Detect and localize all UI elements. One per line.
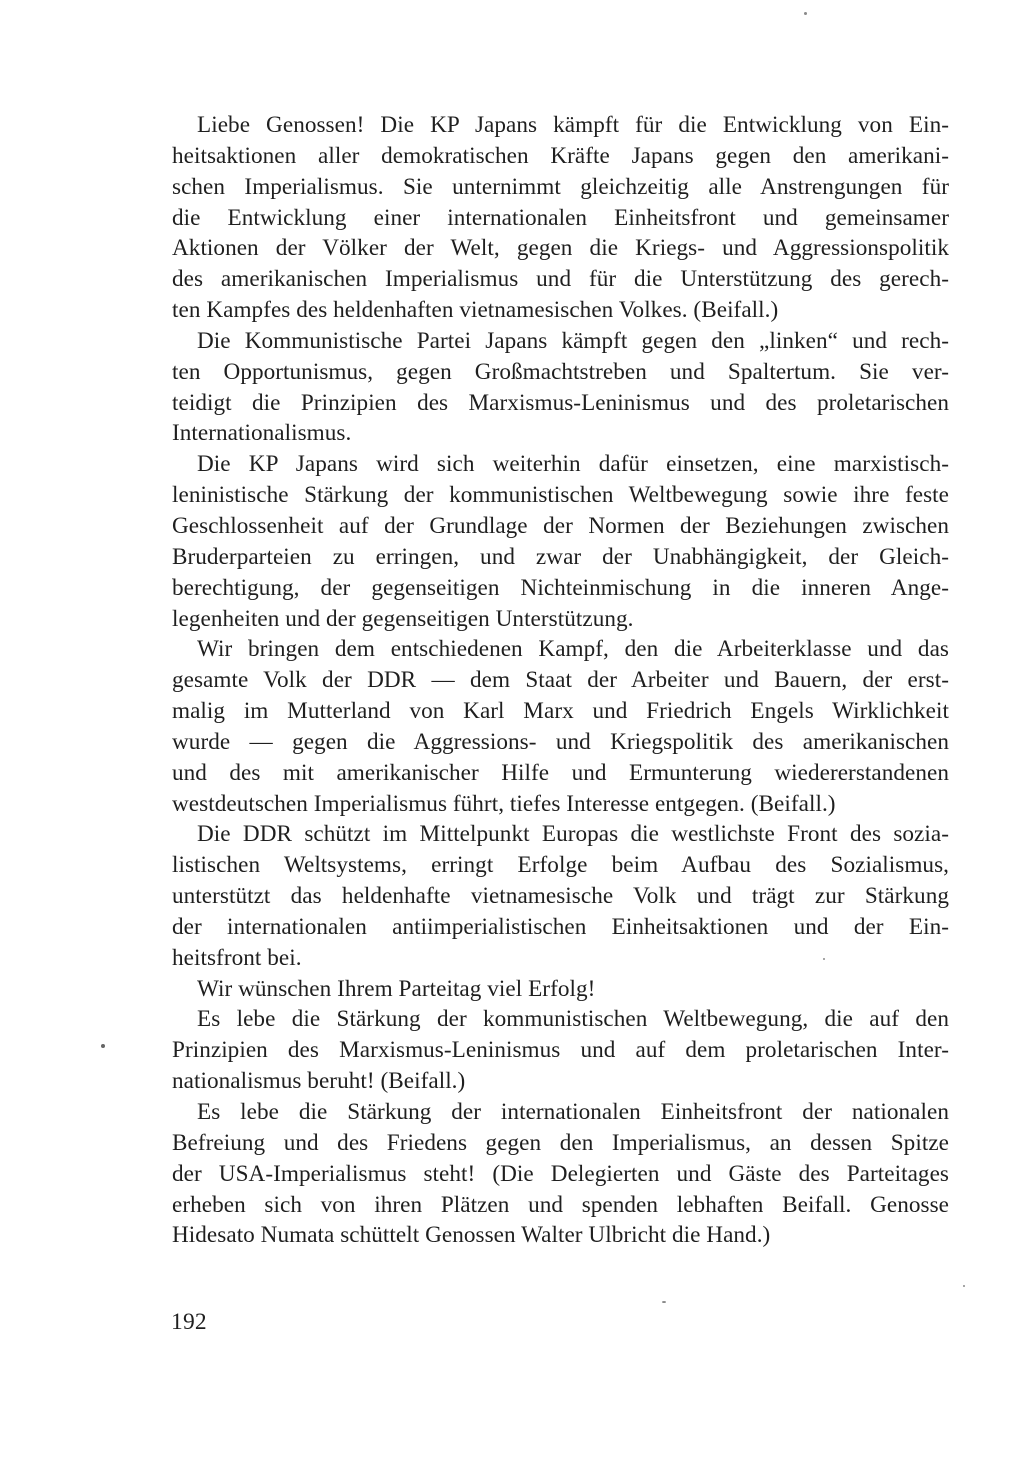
text-line: heitsaktionen aller demokratischen Kräfte Japans gegen den amerikani- [172,142,949,169]
text-line: malig im Mutterland von Karl Marx und Friedrich Engels Wirklichkeit [172,698,949,725]
text-line: Hidesato Numata schüttelt Genossen Walter Ulbricht die Hand.) [172,1222,771,1249]
text-line: gesamte Volk der DDR — dem Staat der Arbeiter und Bauern, der erst- [172,667,949,694]
text-line: Internationalismus. [172,420,352,447]
text-line: Es lebe die Stärkung der kommunistischen Weltbewegung, die auf den [197,1006,949,1033]
text-line: Die Kommunistische Partei Japans kämpft gegen den „linken“ und rech- [197,327,949,354]
text-line: des amerikanischen Imperialismus und für die Unterstützung des gerech- [172,266,949,293]
text-line: Geschlossenheit auf der Grundlage der Normen der Beziehungen zwischen [172,512,949,539]
print-speck [662,1301,666,1303]
text-line: Es lebe die Stärkung der internationalen Einheitsfront der nationalen [197,1099,949,1125]
text-line: Liebe Genossen! Die KP Japans kämpft für die Entwicklung von Ein- [197,112,949,138]
text-line: Wir bringen dem entschiedenen Kampf, den die Arbeiterklasse und das [197,636,949,663]
text-line: wurde — gegen die Aggressions- und Kriegspolitik des amerikanischen [172,728,949,755]
text-line: leninistische Stärkung der kommunistischen Weltbewegung sowie ihre feste [172,482,949,509]
text-line: Die DDR schützt im Mittelpunkt Europas die westlichste Front des sozia- [197,821,949,848]
text-line: Die KP Japans wird sich weiterhin dafür einsetzen, eine marxistisch- [197,451,949,478]
text-line: schen Imperialismus. Sie unternimmt gleichzeitig alle Anstrengungen für [172,173,949,200]
text-line: ten Kampfes des heldenhaften vietnamesischen Volkes. (Beifall.) [172,297,779,324]
text-line: der internationalen antiimperialistischen Einheitsaktionen und der Ein- [172,913,949,940]
text-line: erheben sich von ihren Plätzen und spenden lebhaften Beifall. Genosse [172,1191,949,1218]
text-line: der USA-Imperialismus steht! (Die Delegierten und Gäste des Parteitages [172,1160,949,1187]
print-speck [101,1044,105,1048]
text-line: Bruderparteien zu erringen, und zwar der Unabhängigkeit, der Gleich- [172,543,949,570]
text-line: legenheiten und der gegenseitigen Unterstützung. [172,605,634,632]
page-number: 192 [171,1309,207,1335]
text-line: Prinzipien des Marxismus-Leninismus und auf dem proletarischen Inter- [172,1037,949,1064]
text-line: listischen Weltsystems, erringt Erfolge beim Aufbau des Sozialismus, [172,852,949,879]
print-speck [804,12,807,15]
print-speck [963,1285,965,1287]
text-line: Befreiung und des Friedens gegen den Imperialismus, an dessen Spitze [172,1129,949,1156]
text-line: nationalismus beruht! (Beifall.) [172,1068,466,1095]
text-line: ten Opportunismus, gegen Großmachtstreben und Spaltertum. Sie ver- [172,358,949,385]
body-text [172,110,949,1251]
text-line: berechtigung, der gegenseitigen Nichteinmischung in die inneren Ange- [172,574,949,601]
text-line: heitsfront bei. [172,944,302,971]
text-line: westdeutschen Imperialismus führt, tiefes Interesse entgegen. (Beifall.) [172,790,836,817]
text-line: unterstützt das heldenhafte vietnamesische Volk und trägt zur Stärkung [172,883,949,910]
text-line: und des mit amerikanischer Hilfe und Ermunterung wiedererstandenen [172,759,949,786]
text-line: die Entwicklung einer internationalen Einheitsfront und gemeinsamer [172,204,949,231]
print-speck [823,958,825,960]
text-line: Aktionen der Völker der Welt, gegen die Kriegs- und Aggressionspolitik [172,235,949,262]
text-line: teidigt die Prinzipien des Marxismus-Leninismus und des proletarischen [172,389,949,416]
text-line: Wir wünschen Ihrem Parteitag viel Erfolg! [197,975,596,1002]
